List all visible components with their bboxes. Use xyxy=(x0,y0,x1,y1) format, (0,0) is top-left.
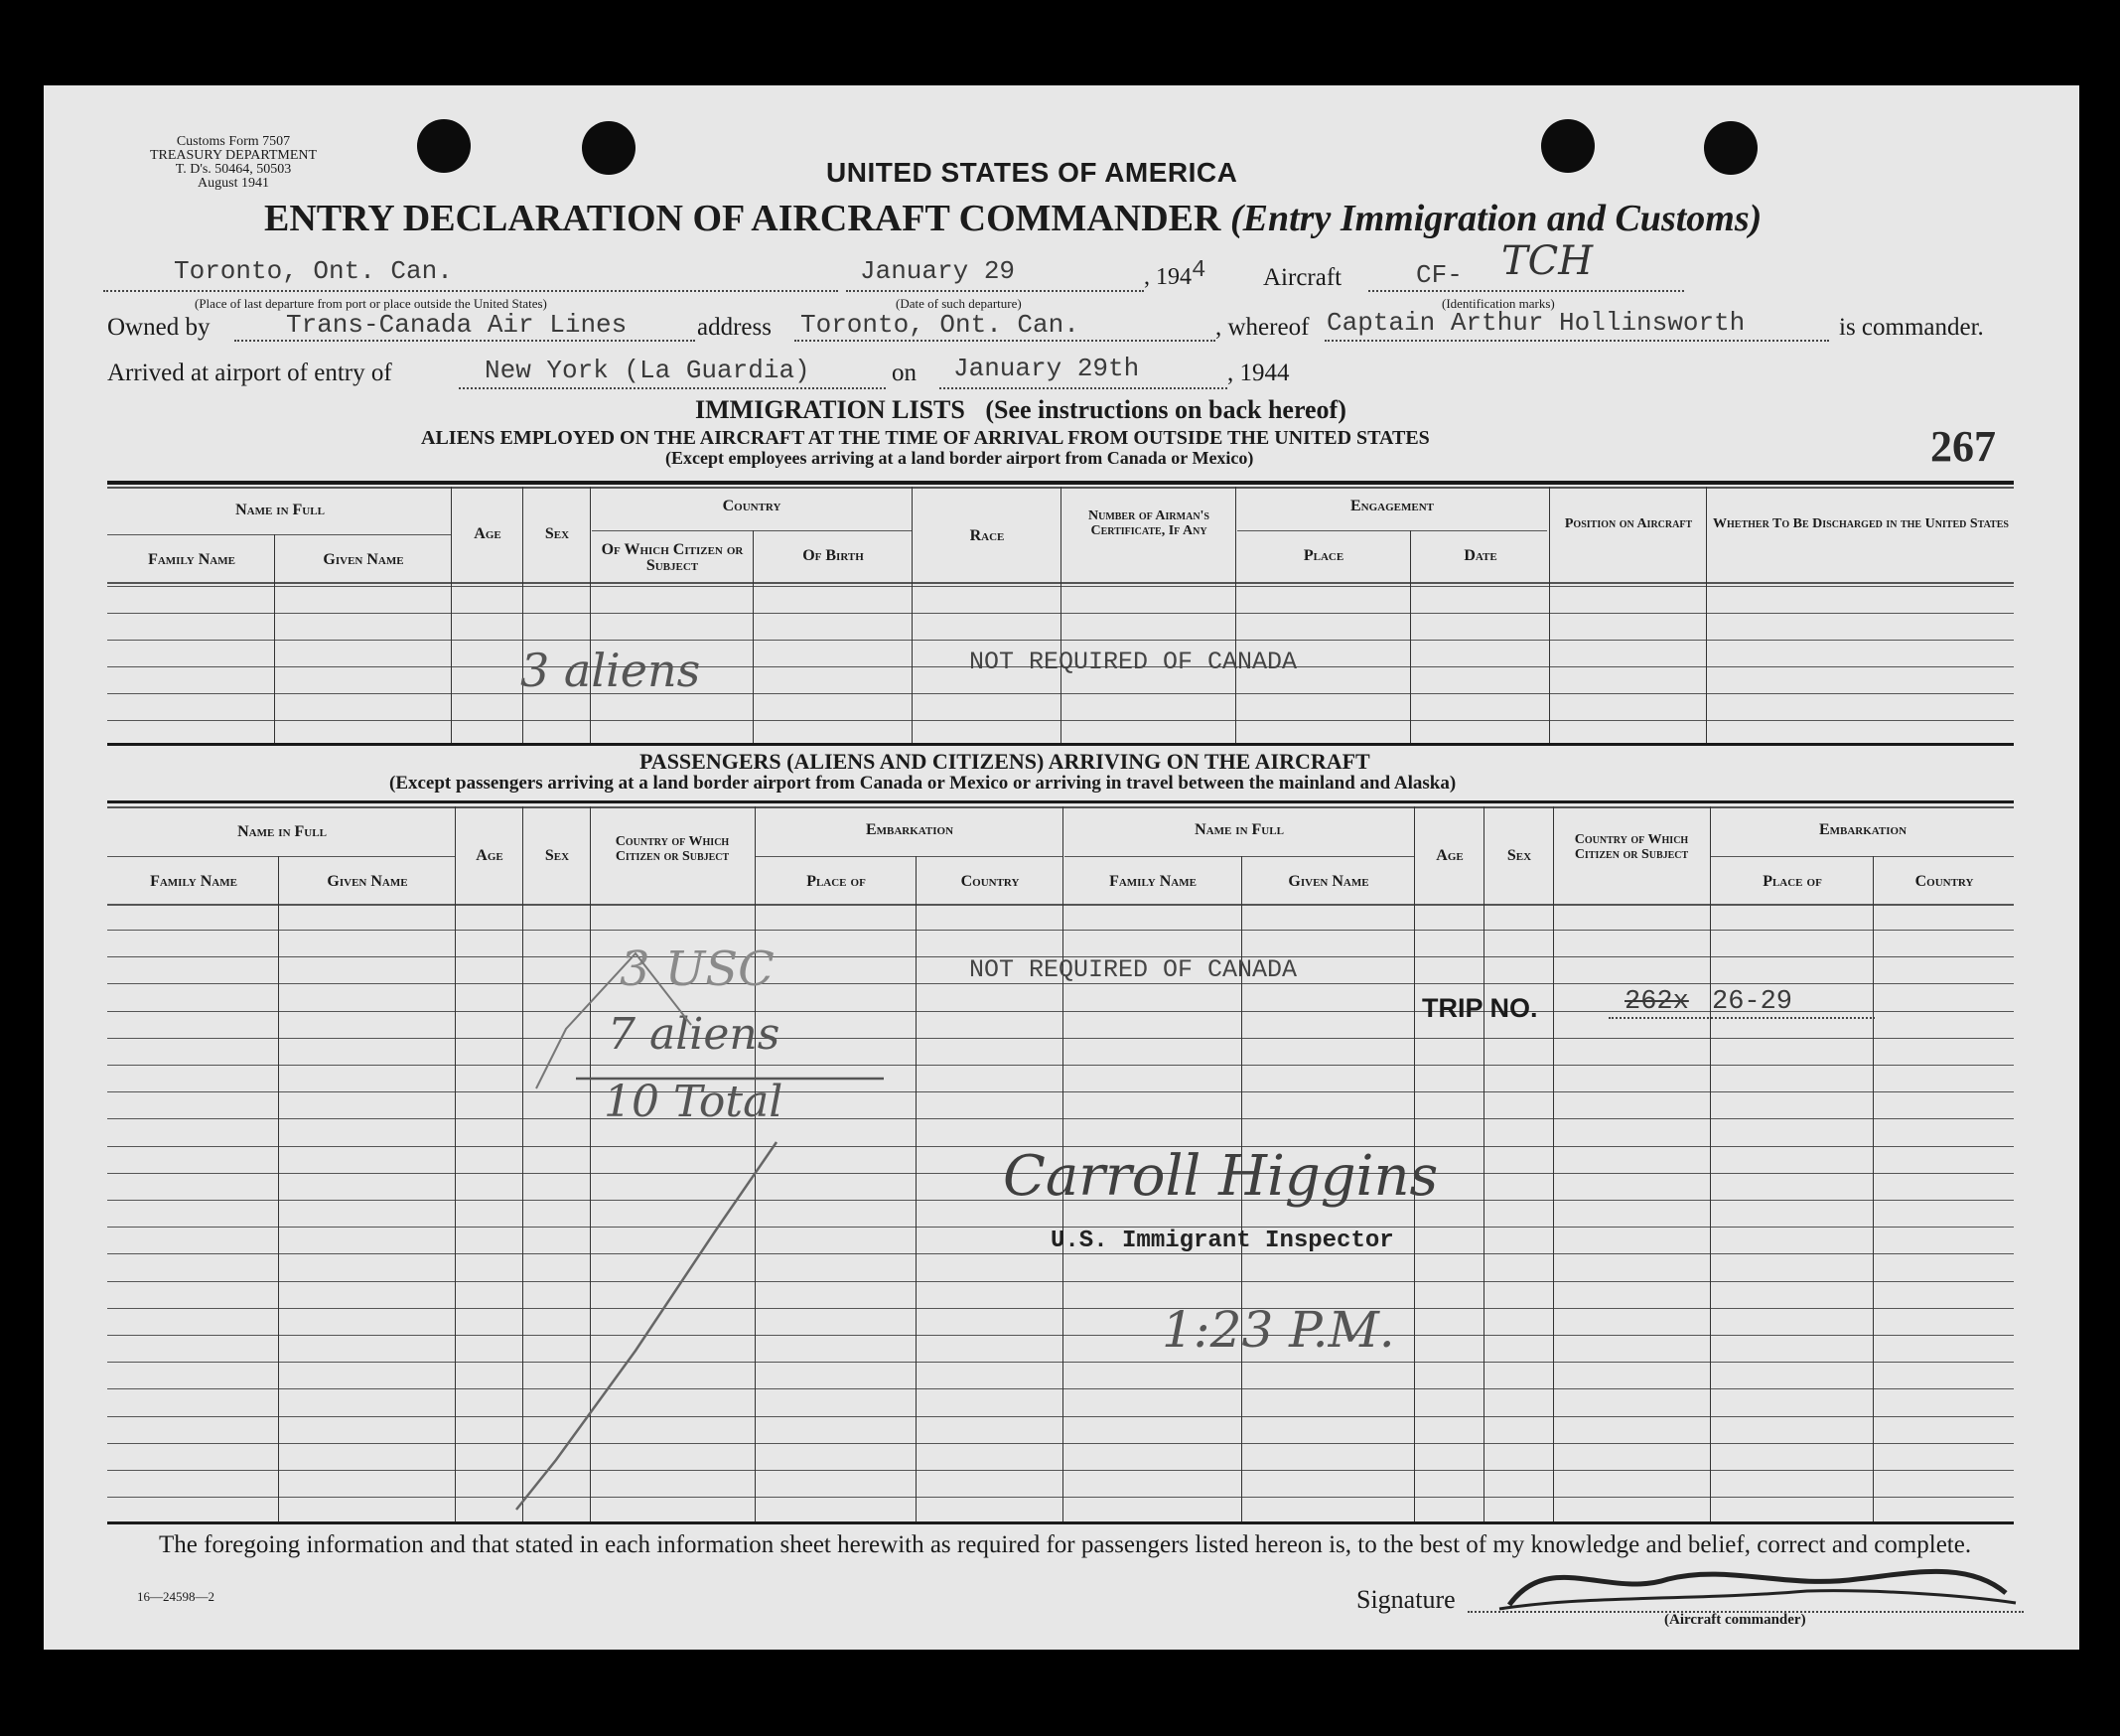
immigration-subtitle-note: (Except employees arriving at a land border airport from Canada or Mexico) xyxy=(665,448,1254,468)
imm-header-race: Race xyxy=(969,527,1005,544)
imm-header-family-name: Family Name xyxy=(148,551,235,568)
imm-header-place: Place xyxy=(1303,547,1344,564)
pass-handwritten-line-1: 3 USC xyxy=(620,941,775,997)
imm-header-position: Position on Aircraft xyxy=(1564,516,1693,531)
pass-header-embarkation: Embarkation xyxy=(865,821,954,838)
country-title: UNITED STATES OF AMERICA xyxy=(826,157,1238,188)
form-date: August 1941 xyxy=(198,176,269,191)
inspection-time: 1:23 P.M. xyxy=(1162,1301,1395,1359)
imm-header-engagement: Engagement xyxy=(1349,498,1434,514)
departure-place: Toronto, Ont. Can. xyxy=(174,256,453,286)
aircraft-caption: (Identification marks) xyxy=(1442,296,1555,311)
pass-header-country-citizen-2: Country of Which Citizen or Subject xyxy=(1574,832,1689,862)
department: TREASURY DEPARTMENT xyxy=(149,148,318,163)
pass-header-place-of-2: Place of xyxy=(1763,873,1822,890)
signature-caption: (Aircraft commander) xyxy=(1664,1612,1806,1628)
commander-name: Captain Arthur Hollinsworth xyxy=(1327,308,1746,338)
immigration-subtitle: ALIENS EMPLOYED ON THE AIRCRAFT AT THE TIME OF ARRIVAL FROM OUTSIDE THE UNITED STATES xyxy=(421,427,1430,449)
pass-header-place-of: Place of xyxy=(806,873,866,890)
departure-place-caption: (Place of last departure from port or place outside the United States) xyxy=(195,296,547,311)
pencil-stroke xyxy=(516,1142,777,1510)
form-number: Customs Form 7507 xyxy=(176,134,291,149)
departure-date: January 29 xyxy=(860,256,1016,286)
pass-header-country-citizen: Country of Which Citizen or Subject xyxy=(615,834,730,864)
pass-handwritten-line-3: 10 Total xyxy=(604,1077,783,1127)
pencil-stroke xyxy=(536,953,691,1088)
pass-header-age-2: Age xyxy=(1436,847,1464,864)
aircraft-prefix: CF- xyxy=(1416,260,1463,290)
whereof-label: , whereof xyxy=(1215,314,1310,341)
pass-header-sex-2: Sex xyxy=(1506,847,1532,864)
document-number: 267 xyxy=(1930,422,1996,471)
owner-address: Toronto, Ont. Can. xyxy=(800,310,1079,340)
pass-header-age: Age xyxy=(476,847,503,864)
pass-header-given-name: Given Name xyxy=(327,873,408,890)
commander-suffix: is commander. xyxy=(1839,314,1984,341)
trip-number-value: 26-29 xyxy=(1712,987,1793,1017)
main-title-text: ENTRY DECLARATION OF AIRCRAFT COMMANDER xyxy=(264,198,1221,239)
imm-header-sex: Sex xyxy=(544,525,570,542)
aircraft-mark: TCH xyxy=(1501,238,1594,284)
certification-statement: The foregoing information and that stated in each information sheet herewith as required for passengers listed hereon is, to the best of my knowledge and belief, correct and complete. xyxy=(159,1531,1972,1558)
imm-header-given-name: Given Name xyxy=(323,551,404,568)
aircraft-label: Aircraft xyxy=(1263,264,1343,291)
arrival-year: , 1944 xyxy=(1227,360,1290,386)
pass-handwritten-line-2: 7 aliens xyxy=(608,1009,780,1060)
inspector-signature: Carroll Higgins xyxy=(1003,1144,1439,1209)
pass-header-embarkation-2: Embarkation xyxy=(1818,821,1908,838)
passengers-subtitle: (Except passengers arriving at a land border airport from Canada or Mexico or arriving in travel between the mainland and Alaska) xyxy=(389,773,1457,794)
imm-header-country: Country xyxy=(722,498,781,514)
imm-header-airman-cert: Number of Airman's Certificate, If Any xyxy=(1087,508,1209,538)
immigration-title-text: IMMIGRATION LISTS xyxy=(695,395,965,424)
treasury-decisions: T. D's. 50464, 50503 xyxy=(175,162,292,177)
imm-header-age: Age xyxy=(474,525,501,542)
imm-header-of-birth: Of Birth xyxy=(802,547,864,564)
passengers-title: PASSENGERS (ALIENS AND CITIZENS) ARRIVING ON THE AIRCRAFT xyxy=(639,749,1370,774)
arrival-on-label: on xyxy=(892,360,917,386)
pass-header-name-in-full: Name in Full xyxy=(237,823,327,840)
year-digit: 4 xyxy=(1192,257,1206,284)
pass-header-country-2: Country xyxy=(1914,873,1974,890)
imm-stamp: NOT REQUIRED OF CANADA xyxy=(969,648,1298,676)
trip-number-label: TRIP NO. xyxy=(1422,993,1538,1023)
pass-header-family-name-2: Family Name xyxy=(1109,873,1197,890)
pass-header-sex: Sex xyxy=(544,847,570,864)
imm-header-citizen-of: Of Which Citizen or Subject xyxy=(601,541,744,574)
owner-name: Trans-Canada Air Lines xyxy=(286,310,628,340)
pass-header-family-name: Family Name xyxy=(150,873,237,890)
print-code: 16—24598—2 xyxy=(137,1589,214,1604)
commander-signature-underline xyxy=(1499,1591,2016,1609)
pass-header-name-in-full-2: Name in Full xyxy=(1195,821,1284,838)
arrival-airport: New York (La Guardia) xyxy=(485,356,810,385)
imm-header-discharged: Whether To Be Discharged in the United States xyxy=(1713,516,2009,531)
imm-handwritten-note: 3 aliens xyxy=(520,644,701,697)
arrival-date: January 29th xyxy=(953,354,1140,383)
year-prefix: , 194 xyxy=(1144,264,1192,290)
departure-date-caption: (Date of such departure) xyxy=(896,296,1022,311)
inspector-title: U.S. Immigrant Inspector xyxy=(1051,1228,1394,1254)
owned-by-label: Owned by xyxy=(107,314,211,341)
main-subtitle: (Entry Immigration and Customs) xyxy=(1229,198,1763,239)
imm-header-date: Date xyxy=(1464,547,1497,564)
immigration-title-note: (See instructions on back hereof) xyxy=(985,395,1346,424)
trip-number-struck: 262x xyxy=(1625,987,1689,1017)
pass-header-given-name-2: Given Name xyxy=(1288,873,1369,890)
arrival-label: Arrived at airport of entry of xyxy=(107,360,392,386)
signature-label: Signature xyxy=(1356,1585,1456,1614)
address-label: address xyxy=(697,314,772,341)
imm-header-name-in-full: Name in Full xyxy=(235,502,325,518)
pass-stamp: NOT REQUIRED OF CANADA xyxy=(969,955,1298,984)
pass-header-country: Country xyxy=(960,873,1020,890)
